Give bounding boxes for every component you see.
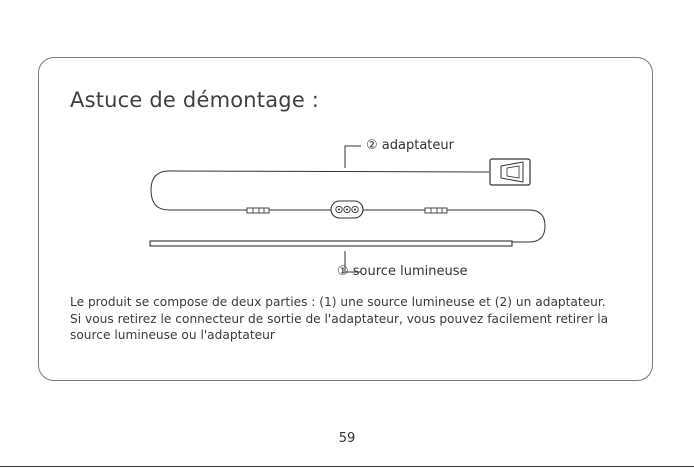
page-number: 59: [338, 431, 356, 446]
light-source-bar: [150, 241, 512, 246]
light-source-label: ① source lumineuse: [337, 264, 468, 279]
inline-controller-icon: [331, 201, 363, 218]
adapter-leader-line: [345, 146, 361, 168]
bottom-rule: [0, 466, 694, 467]
adapter-cable: [151, 171, 482, 210]
description-line-2: Si vous retirez le connecteur de sortie de l'adaptateur, vous pouvez facilement retirer la: [70, 311, 609, 326]
description-line-3: source lumineuse ou l'adaptateur: [70, 328, 275, 342]
description-line-1: Le produit se compose de deux parties : (1) une source lumineuse et (2) un adaptateur.: [70, 295, 606, 309]
section-title: Astuce de démontage :: [70, 88, 320, 112]
adapter-label: ② adaptateur: [366, 138, 454, 153]
tip-card: [38, 57, 653, 381]
left-connector-icon: [247, 208, 269, 213]
right-connector-icon: [425, 208, 447, 213]
adapter-icon: [490, 159, 530, 185]
light-cable: [447, 210, 545, 242]
description: [70, 294, 630, 344]
